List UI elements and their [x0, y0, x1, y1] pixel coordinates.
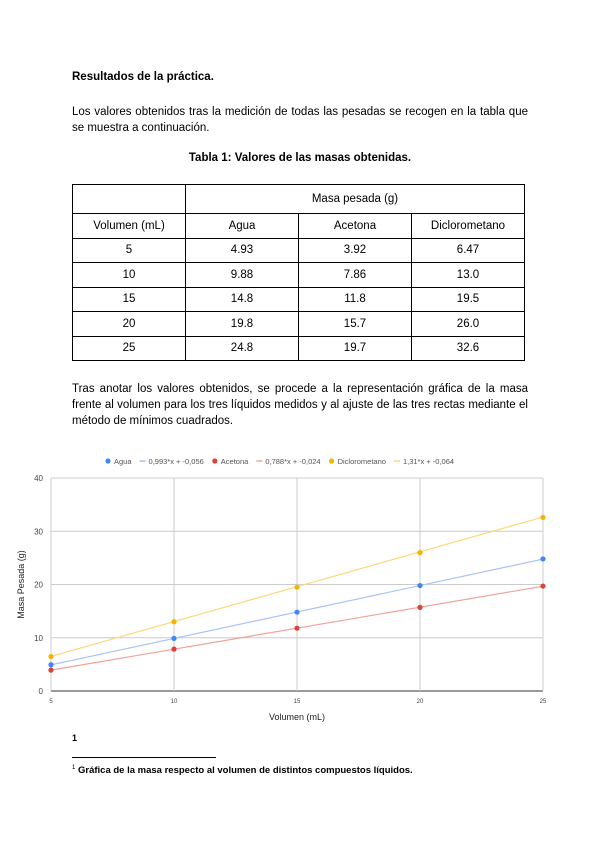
x-axis-label: Volumen (mL): [268, 712, 326, 722]
x-tick-label: 15: [293, 699, 301, 705]
legend-label: 0,788*x + -0,024: [265, 457, 321, 466]
data-point: [294, 610, 299, 615]
x-tick-label: 25: [539, 699, 547, 705]
x-tick-label: 10: [170, 699, 178, 705]
table-header-row: [73, 185, 525, 214]
table-cell: 10: [73, 263, 186, 288]
data-point: [294, 626, 299, 631]
footnote-body: Gráfica de la masa respecto al volumen de distintos compuestos líquidos.: [77, 765, 413, 777]
table-cell: 15: [73, 287, 186, 312]
table-cell: 20: [73, 312, 186, 337]
table-cell: 24.8: [186, 336, 299, 361]
data-point: [171, 636, 176, 641]
table-cell: 13.0: [412, 263, 525, 288]
mass-volume-chart: [0, 448, 600, 730]
x-tick-label: 5: [49, 699, 53, 705]
column-header: Diclorometano: [412, 214, 525, 239]
table-cell: 19.7: [299, 336, 412, 361]
table-cell: 19.5: [412, 287, 525, 312]
intro-paragraph: Los valores obtenidos tras la medición de todas las pesadas se recogen en la tabla que se muestra a continuación.: [72, 106, 528, 134]
footnote-marker: 1: [72, 733, 78, 743]
table-cell: 26.0: [412, 312, 525, 337]
table-empty-corner: [73, 185, 186, 214]
table-group-header: Masa pesada (g): [186, 185, 525, 214]
legend-label: Acetona: [220, 457, 249, 466]
legend-marker: [105, 458, 110, 463]
legend-label: Diclorometano: [337, 457, 386, 466]
legend-marker: [212, 458, 217, 463]
column-header: Agua: [186, 214, 299, 239]
table-cell: 5: [73, 238, 186, 263]
y-tick-label: 0: [38, 687, 43, 696]
table-caption: Tabla 1: Valores de las masas obtenidas.: [188, 152, 412, 164]
results-table: [72, 184, 525, 361]
column-header: Acetona: [299, 214, 412, 239]
table-cell: 7.86: [299, 263, 412, 288]
data-point: [540, 583, 545, 588]
table-row: [73, 263, 525, 288]
data-point: [48, 668, 53, 673]
table-row: [73, 287, 525, 312]
legend-label: 0,993*x + -0,056: [148, 457, 204, 466]
table-cell: 19.8: [186, 312, 299, 337]
table-cell: 3.92: [299, 238, 412, 263]
y-tick-label: 20: [34, 580, 43, 590]
data-point: [417, 605, 422, 610]
table-row: [73, 312, 525, 337]
section-heading: Resultados de la práctica.: [72, 71, 214, 83]
data-point: [48, 654, 53, 659]
data-point: [540, 515, 545, 520]
data-point: [417, 583, 422, 588]
data-point: [48, 662, 53, 667]
footnote-number: 1: [72, 765, 76, 771]
data-point: [417, 550, 422, 555]
table-cell: 11.8: [299, 287, 412, 312]
data-point: [294, 585, 299, 590]
table-cell: 32.6: [412, 336, 525, 361]
table-cell: 4.93: [186, 238, 299, 263]
table-cell: 15.7: [299, 312, 412, 337]
data-point: [171, 619, 176, 624]
table-row: [73, 336, 525, 361]
table-cell: 9.88: [186, 263, 299, 288]
legend-marker: [329, 458, 334, 463]
y-tick-label: 10: [34, 633, 43, 643]
table-row: [73, 238, 525, 263]
y-axis-label: Masa Pesada (g): [16, 550, 26, 619]
y-tick-label: 40: [34, 474, 43, 483]
data-point: [540, 556, 545, 561]
legend-label: Agua: [114, 457, 132, 466]
column-header: Volumen (mL): [73, 214, 186, 239]
legend-label: 1,31*x + -0,064: [402, 457, 455, 466]
chart-legend: [105, 457, 454, 466]
footnote-divider: [72, 757, 216, 758]
table-cell: 6.47: [412, 238, 525, 263]
table-column-row: [73, 214, 525, 239]
table-cell: 25: [73, 336, 186, 361]
table-cell: 14.8: [186, 287, 299, 312]
data-point: [171, 647, 176, 652]
analysis-paragraph: Tras anotar los valores obtenidos, se procede a la representación gráfica de la masa frente al volumen para los tres líquidos medidos y al ajuste de las tres rectas mediante el método de mínimos cuadrados.: [72, 383, 528, 427]
footnote-text: [72, 765, 413, 776]
x-tick-label: 20: [416, 699, 424, 705]
y-tick-label: 30: [34, 527, 43, 537]
